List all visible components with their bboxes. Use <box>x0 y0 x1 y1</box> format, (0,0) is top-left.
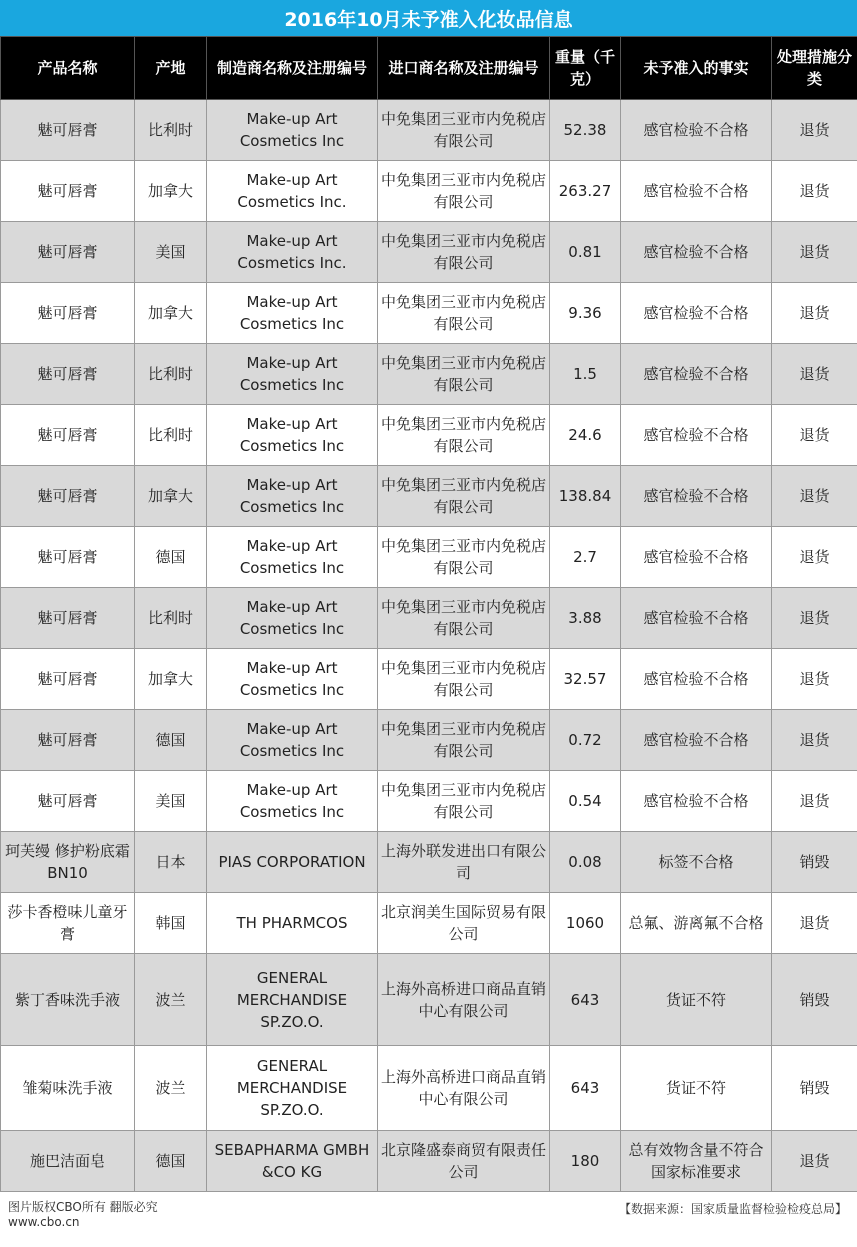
cell-maker: Make-up Art Cosmetics Inc <box>207 649 378 710</box>
cell-origin: 波兰 <box>135 1046 207 1131</box>
header-origin: 产地 <box>135 37 207 100</box>
table-row <box>1 161 857 222</box>
table-header-row <box>1 37 857 100</box>
table-row <box>1 283 857 344</box>
cell-action: 销毁 <box>772 954 857 1046</box>
cell-weight: 0.81 <box>550 222 621 283</box>
table-row <box>1 954 857 1046</box>
cell-maker: Make-up Art Cosmetics Inc. <box>207 161 378 222</box>
cell-maker: Make-up Art Cosmetics Inc <box>207 771 378 832</box>
footer-copyright: 图片版权CBO所有 翻版必究 <box>8 1200 158 1214</box>
cell-fact: 总氟、游离氟不合格 <box>621 893 772 954</box>
cell-maker: GENERAL MERCHANDISE SP.ZO.O. <box>207 1046 378 1131</box>
cell-fact: 感官检验不合格 <box>621 283 772 344</box>
cell-fact: 感官检验不合格 <box>621 100 772 161</box>
cell-origin: 韩国 <box>135 893 207 954</box>
cell-product: 魅可唇膏 <box>1 771 135 832</box>
cell-product: 莎卡香橙味儿童牙膏 <box>1 893 135 954</box>
table-row <box>1 832 857 893</box>
cell-importer: 上海外联发进出口有限公司 <box>378 832 550 893</box>
cell-product: 魅可唇膏 <box>1 710 135 771</box>
cell-maker: PIAS CORPORATION <box>207 832 378 893</box>
cell-weight: 643 <box>550 954 621 1046</box>
table-row <box>1 893 857 954</box>
cell-action: 退货 <box>772 100 857 161</box>
cell-origin: 比利时 <box>135 100 207 161</box>
cell-weight: 2.7 <box>550 527 621 588</box>
cell-product: 魅可唇膏 <box>1 344 135 405</box>
cell-weight: 0.72 <box>550 710 621 771</box>
cell-importer: 中免集团三亚市内免税店有限公司 <box>378 100 550 161</box>
cell-product: 魅可唇膏 <box>1 161 135 222</box>
cell-importer: 中免集团三亚市内免税店有限公司 <box>378 649 550 710</box>
footer-copyright-block <box>8 1200 158 1230</box>
cell-fact: 感官检验不合格 <box>621 710 772 771</box>
table-row <box>1 405 857 466</box>
table-row <box>1 222 857 283</box>
cell-fact: 货证不符 <box>621 954 772 1046</box>
cell-action: 销毁 <box>772 832 857 893</box>
cell-product: 魅可唇膏 <box>1 100 135 161</box>
cell-maker: Make-up Art Cosmetics Inc <box>207 283 378 344</box>
cell-fact: 货证不符 <box>621 1046 772 1131</box>
cell-weight: 0.08 <box>550 832 621 893</box>
cell-maker: Make-up Art Cosmetics Inc <box>207 405 378 466</box>
table-row <box>1 710 857 771</box>
cell-importer: 中免集团三亚市内免税店有限公司 <box>378 405 550 466</box>
page-title: 2016年10月未予准入化妆品信息 <box>0 0 857 36</box>
header-product: 产品名称 <box>1 37 135 100</box>
cell-importer: 上海外高桥进口商品直销中心有限公司 <box>378 1046 550 1131</box>
cell-product: 珂芙缦 修护粉底霜 BN10 <box>1 832 135 893</box>
cell-origin: 加拿大 <box>135 161 207 222</box>
cell-importer: 北京隆盛泰商贸有限责任公司 <box>378 1131 550 1192</box>
cell-importer: 上海外高桥进口商品直销中心有限公司 <box>378 954 550 1046</box>
cell-product: 魅可唇膏 <box>1 283 135 344</box>
cell-weight: 32.57 <box>550 649 621 710</box>
cell-action: 退货 <box>772 527 857 588</box>
cell-fact: 感官检验不合格 <box>621 771 772 832</box>
table-row <box>1 1131 857 1192</box>
cell-fact: 总有效物含量不符合国家标准要求 <box>621 1131 772 1192</box>
cell-weight: 180 <box>550 1131 621 1192</box>
cell-product: 魅可唇膏 <box>1 405 135 466</box>
cell-action: 退货 <box>772 222 857 283</box>
cell-maker: Make-up Art Cosmetics Inc <box>207 466 378 527</box>
cell-action: 销毁 <box>772 1046 857 1131</box>
table-row <box>1 649 857 710</box>
cell-product: 魅可唇膏 <box>1 649 135 710</box>
cell-action: 退货 <box>772 893 857 954</box>
cell-origin: 加拿大 <box>135 283 207 344</box>
header-weight: 重量（千克） <box>550 37 621 100</box>
cell-fact: 感官检验不合格 <box>621 161 772 222</box>
cell-fact: 感官检验不合格 <box>621 405 772 466</box>
cell-action: 退货 <box>772 466 857 527</box>
cell-maker: TH PHARMCOS <box>207 893 378 954</box>
header-importer: 进口商名称及注册编号 <box>378 37 550 100</box>
cell-product: 魅可唇膏 <box>1 588 135 649</box>
header-fact: 未予准入的事实 <box>621 37 772 100</box>
cell-action: 退货 <box>772 588 857 649</box>
cell-importer: 中免集团三亚市内免税店有限公司 <box>378 710 550 771</box>
cell-importer: 中免集团三亚市内免税店有限公司 <box>378 527 550 588</box>
cell-fact: 标签不合格 <box>621 832 772 893</box>
cell-maker: GENERAL MERCHANDISE SP.ZO.O. <box>207 954 378 1046</box>
cell-origin: 德国 <box>135 710 207 771</box>
footer-source: 【数据来源：国家质量监督检验检疫总局】 <box>618 1202 847 1216</box>
cell-origin: 加拿大 <box>135 466 207 527</box>
cell-origin: 比利时 <box>135 405 207 466</box>
cell-weight: 52.38 <box>550 100 621 161</box>
cell-origin: 德国 <box>135 527 207 588</box>
table-row <box>1 1046 857 1131</box>
cell-importer: 北京润美生国际贸易有限公司 <box>378 893 550 954</box>
cell-weight: 263.27 <box>550 161 621 222</box>
cell-action: 退货 <box>772 771 857 832</box>
table-row <box>1 466 857 527</box>
cell-importer: 中免集团三亚市内免税店有限公司 <box>378 771 550 832</box>
cell-maker: Make-up Art Cosmetics Inc <box>207 588 378 649</box>
cell-action: 退货 <box>772 283 857 344</box>
cell-origin: 波兰 <box>135 954 207 1046</box>
cell-origin: 加拿大 <box>135 649 207 710</box>
cell-fact: 感官检验不合格 <box>621 649 772 710</box>
cell-product: 紫丁香味洗手液 <box>1 954 135 1046</box>
cell-origin: 比利时 <box>135 588 207 649</box>
table-row <box>1 344 857 405</box>
cell-product: 魅可唇膏 <box>1 527 135 588</box>
header-action: 处理措施分类 <box>772 37 857 100</box>
cell-origin: 德国 <box>135 1131 207 1192</box>
cell-action: 退货 <box>772 344 857 405</box>
cell-fact: 感官检验不合格 <box>621 344 772 405</box>
cell-maker: Make-up Art Cosmetics Inc <box>207 100 378 161</box>
cell-weight: 138.84 <box>550 466 621 527</box>
cell-origin: 比利时 <box>135 344 207 405</box>
cell-action: 退货 <box>772 1131 857 1192</box>
cell-product: 施巴洁面皂 <box>1 1131 135 1192</box>
cell-product: 魅可唇膏 <box>1 222 135 283</box>
cell-origin: 日本 <box>135 832 207 893</box>
cell-maker: SEBAPHARMA GMBH &CO KG <box>207 1131 378 1192</box>
table-row <box>1 527 857 588</box>
cell-fact: 感官检验不合格 <box>621 222 772 283</box>
table-row <box>1 771 857 832</box>
cell-maker: Make-up Art Cosmetics Inc <box>207 344 378 405</box>
cell-product: 魅可唇膏 <box>1 466 135 527</box>
cell-maker: Make-up Art Cosmetics Inc. <box>207 222 378 283</box>
cell-fact: 感官检验不合格 <box>621 527 772 588</box>
table-row <box>1 588 857 649</box>
cell-importer: 中免集团三亚市内免税店有限公司 <box>378 466 550 527</box>
cell-weight: 643 <box>550 1046 621 1131</box>
cell-importer: 中免集团三亚市内免税店有限公司 <box>378 588 550 649</box>
cell-importer: 中免集团三亚市内免税店有限公司 <box>378 283 550 344</box>
cell-origin: 美国 <box>135 771 207 832</box>
header-maker: 制造商名称及注册编号 <box>207 37 378 100</box>
data-table <box>0 36 857 1192</box>
cell-weight: 0.54 <box>550 771 621 832</box>
cell-action: 退货 <box>772 710 857 771</box>
cell-maker: Make-up Art Cosmetics Inc <box>207 527 378 588</box>
cell-weight: 3.88 <box>550 588 621 649</box>
cell-fact: 感官检验不合格 <box>621 466 772 527</box>
table-row <box>1 100 857 161</box>
cell-maker: Make-up Art Cosmetics Inc <box>207 710 378 771</box>
cell-product: 雏菊味洗手液 <box>1 1046 135 1131</box>
cell-fact: 感官检验不合格 <box>621 588 772 649</box>
cell-action: 退货 <box>772 649 857 710</box>
cell-weight: 1060 <box>550 893 621 954</box>
cell-weight: 24.6 <box>550 405 621 466</box>
cell-importer: 中免集团三亚市内免税店有限公司 <box>378 161 550 222</box>
cell-importer: 中免集团三亚市内免税店有限公司 <box>378 222 550 283</box>
cell-action: 退货 <box>772 405 857 466</box>
cell-importer: 中免集团三亚市内免税店有限公司 <box>378 344 550 405</box>
footer-website: www.cbo.cn <box>8 1215 80 1229</box>
cell-weight: 9.36 <box>550 283 621 344</box>
cell-action: 退货 <box>772 161 857 222</box>
cell-origin: 美国 <box>135 222 207 283</box>
cell-weight: 1.5 <box>550 344 621 405</box>
